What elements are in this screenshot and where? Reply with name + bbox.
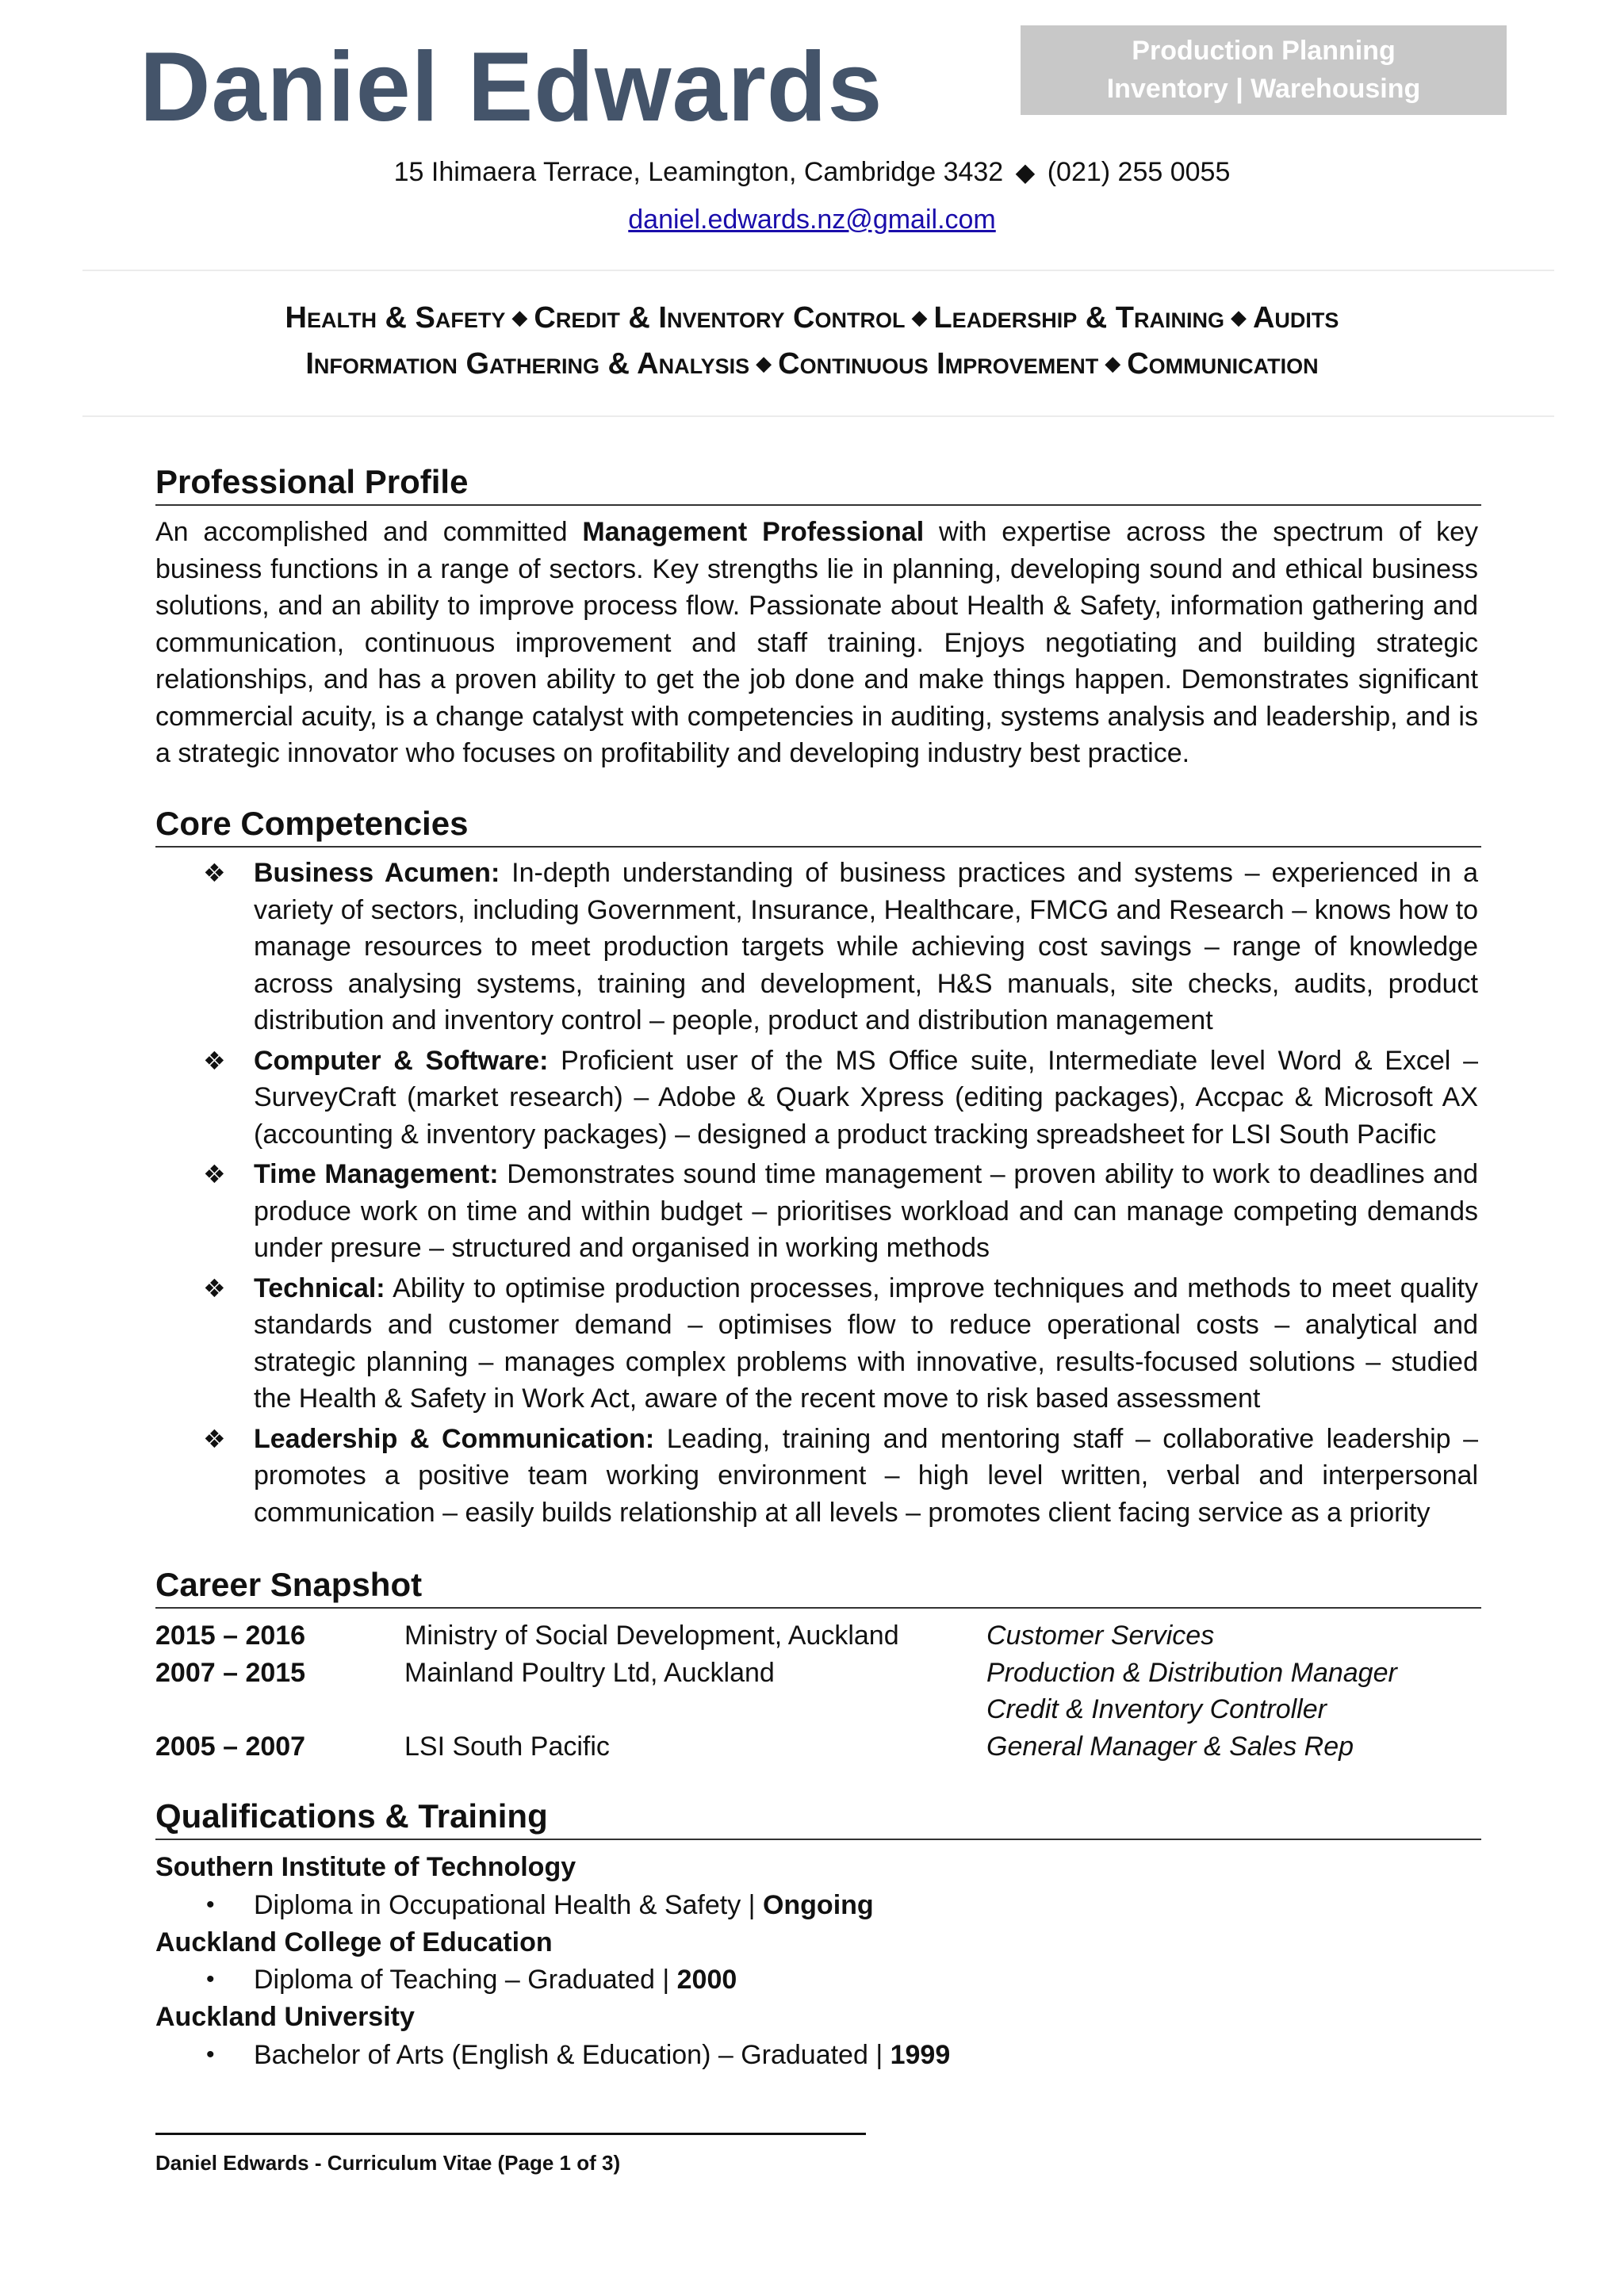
course-status: 2000 (676, 1965, 737, 1995)
phone: (021) 255 0055 (1047, 157, 1231, 187)
competency-text: Proficient user of the MS Office suite, Intermediate level Word & Excel – SurveyCraft (market research) – Adobe & Quark Xpress (editing packages), Accpac & Microsoft AX (accounting & inventory packages) – designed a product tracking spreadsheet for LSI South Pacific (254, 1045, 1478, 1150)
diamond-separator-icon: ◆ (1015, 158, 1036, 186)
competency-label: Time Management: (254, 1159, 499, 1189)
candidate-name: Daniel Edwards (140, 33, 883, 142)
section-title-qualifications: Qualifications & Training (155, 1796, 1481, 1840)
list-item (155, 855, 1478, 1039)
contact-line (0, 157, 1624, 188)
career-years: 2005 – 2007 (155, 1731, 306, 1762)
email-line (0, 205, 1624, 235)
career-role: Customer Services (986, 1621, 1215, 1651)
course: Bachelor of Arts (English & Education) – Graduated | (254, 2039, 891, 2070)
diamond-bullet-icon: ❖ (203, 1273, 226, 1303)
address: 15 Ihimaera Terrace, Leamington, Cambridge 3432 (393, 157, 1004, 187)
diamond-bullet-icon: ❖ (203, 1160, 226, 1188)
section-title-career: Career Snapshot (155, 1564, 1481, 1609)
list-item (155, 1270, 1478, 1418)
footer-divider (155, 2133, 866, 2135)
course: Diploma of Teaching – Graduated | (254, 1965, 677, 1995)
diamond-separator-icon: ◆ (1105, 351, 1121, 375)
competency-label: Leadership & Communication: (254, 1423, 655, 1454)
institution: Southern Institute of Technology (155, 1852, 576, 1882)
bullet-icon: • (206, 1891, 215, 1918)
competency-text: Leading, training and mentoring staff – collaborative leadership – promotes a positive team working environment – high level written, verbal and interpersonal communication – easily builds relationship at all levels – promotes client facing service as a priority (254, 1423, 1478, 1528)
course: Diploma in Occupational Health & Safety | (254, 1889, 763, 1920)
competency-text: Ability to optimise production processes, improve techniques and methods to meet quality standards and customer demand – optimises flow to reduce operational costs – analytical and strategic planning – manages complex problems with innovative, results-focused solutions – studied the Health & Safety in Work Act, aware of the recent move to risk based assessment (254, 1272, 1478, 1414)
institution: Auckland University (155, 2002, 415, 2032)
competency-text: In-depth understanding of business practices and systems – experienced in a variety of sectors, including Government, Insurance, Healthcare, FMCG and Research – knows how to manage resources to meet production targets while achieving cost savings – range of knowledge across analysing systems, training and development, H&S manuals, site checks, audits, product distribution and inventory control – people, product and distribution management (254, 858, 1478, 1035)
career-years: 2007 – 2015 (155, 1657, 306, 1688)
career-organisation: LSI South Pacific (404, 1731, 610, 1762)
skill: Audits (1252, 301, 1339, 335)
skills-row-1 (0, 301, 1624, 335)
diamond-separator-icon: ◆ (911, 305, 928, 329)
course-status: Ongoing (762, 1889, 874, 1920)
divider (82, 270, 1554, 271)
competency-text: Demonstrates sound time management – proven ability to work to deadlines and produce work on time and within budget – prioritises workload and can manage competing demands under presure – structured and organised in working methods (254, 1159, 1478, 1263)
section-title-competencies: Core Competencies (155, 803, 1481, 848)
skill: Credit & Inventory Control (534, 301, 906, 335)
divider (82, 415, 1554, 417)
table-row (155, 1691, 1488, 1728)
list-item (155, 1421, 1478, 1532)
career-years: 2015 – 2016 (155, 1621, 306, 1651)
skill: Information Gathering & Analysis (305, 347, 750, 381)
career-role: Production & Distribution Manager (986, 1657, 1397, 1688)
career-organisation: Ministry of Social Development, Auckland (404, 1621, 899, 1651)
footer-text: Daniel Edwards - Curriculum Vitae (Page 1 of 3) (155, 2151, 621, 2175)
diamond-separator-icon: ◆ (756, 351, 772, 375)
list-item (155, 1156, 1478, 1267)
specialty-tag-box (1021, 25, 1507, 115)
competency-label: Business Acumen: (254, 858, 500, 888)
specialty-tag-line2: Inventory | Warehousing (1106, 74, 1421, 104)
institution: Auckland College of Education (155, 1927, 553, 1957)
email-link[interactable]: daniel.edwards.nz@gmail.com (628, 205, 996, 235)
table-row (155, 1728, 1488, 1766)
diamond-separator-icon: ◆ (511, 305, 528, 329)
qualifications-list (155, 1849, 1488, 2074)
career-role: General Manager & Sales Rep (986, 1731, 1354, 1762)
list-item (155, 2036, 1488, 2074)
skill: Continuous Improvement (778, 347, 1099, 381)
section-title-profile: Professional Profile (155, 461, 1481, 506)
specialty-tag-line1: Production Planning (1132, 36, 1396, 66)
competencies-list (155, 855, 1478, 1534)
table-row (155, 1655, 1488, 1692)
list-item (155, 1043, 1478, 1154)
course-status: 1999 (890, 2039, 951, 2070)
diamond-bullet-icon: ❖ (203, 1424, 226, 1453)
diamond-separator-icon: ◆ (1230, 305, 1247, 329)
skill: Communication (1127, 347, 1319, 381)
profile-text: An accomplished and committed Management Professional with expertise across the spectrum of key business functions in a range of sectors. Key strengths lie in planning, developing sound and ethical business solutions, and an ability to improve process flow. Passionate about Health & Safety, information gathering and communication, continuous improvement and staff training. Enjoys negotiating and building strategic relationships, and has a proven ability to get the job done and make things happen. Demonstrates significant commercial acuity, is a change catalyst with competencies in auditing, systems analysis and leadership, and is a strategic innovator who focuses on profitability and developing industry best practice. (155, 517, 1478, 768)
skills-row-2 (0, 347, 1624, 381)
career-organisation: Mainland Poultry Ltd, Auckland (404, 1657, 775, 1688)
list-item (155, 1886, 1488, 1924)
diamond-bullet-icon: ❖ (203, 1046, 226, 1075)
skill: Health & Safety (285, 301, 506, 335)
diamond-bullet-icon: ❖ (203, 859, 226, 887)
profile-highlight: Management Professional (582, 517, 925, 547)
skill: Leadership & Training (933, 301, 1224, 335)
career-table (155, 1617, 1488, 1765)
bullet-icon: • (206, 2041, 215, 2068)
competency-label: Technical: (254, 1272, 385, 1303)
competency-label: Computer & Software: (254, 1045, 549, 1076)
bullet-icon: • (206, 1966, 215, 1992)
table-row (155, 1617, 1488, 1655)
career-role: Credit & Inventory Controller (986, 1694, 1327, 1724)
list-item (155, 1961, 1488, 1999)
